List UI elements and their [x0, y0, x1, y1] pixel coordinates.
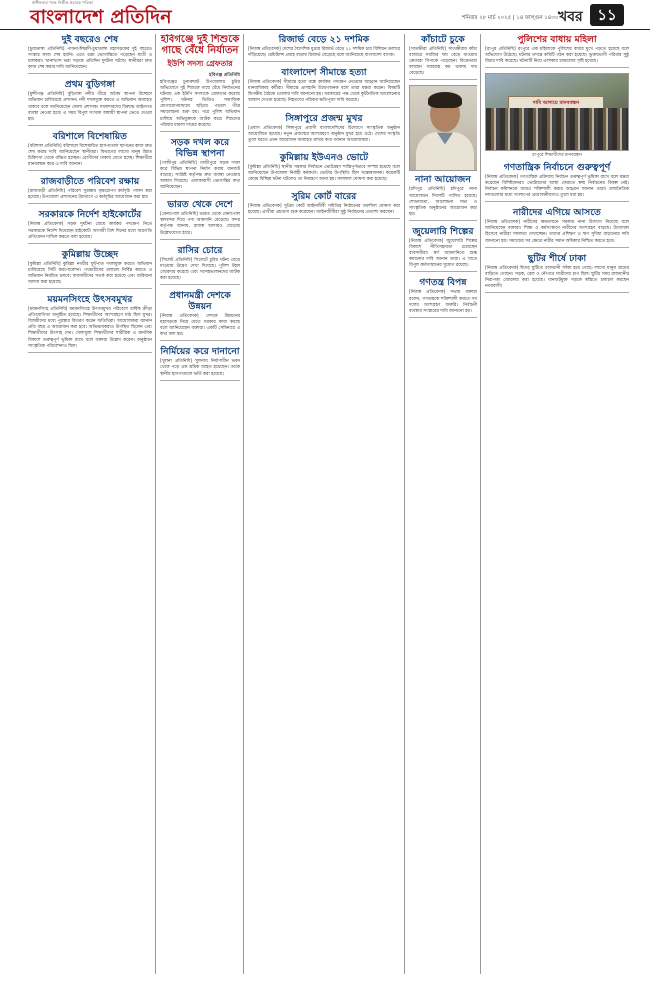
article-separator: [248, 61, 400, 62]
article-byline: হবিগঞ্জ প্রতিনিধি: [209, 73, 240, 78]
article: [409, 34, 477, 80]
article-separator: [485, 201, 629, 202]
article-headline[interactable]: নারীদের এগিয়ে আসতে: [513, 207, 601, 219]
article: [28, 294, 152, 353]
article-headline[interactable]: পুলিশের বাধায় মহিলা: [517, 34, 597, 45]
article-headline[interactable]: নানা আয়োজন: [415, 174, 471, 186]
article-headline[interactable]: ছুটির শীর্ষে ঢাকা: [527, 252, 587, 264]
article-headline[interactable]: ময়মনসিংহে উৎসবমুখর: [47, 294, 133, 306]
article-body: [নিজস্ব প্রতিবেদক] নারীদের ক্ষমতায়নে সরকার নানা উদ্যোগ নিয়েছে বলে জানিয়েছেন বক্তারা। শিক্ষা ও কর্মসংস্থানে নারীদের অংশগ্রহণ বাড়ছে। উদ্যোক্তা হিসেবে নারীরা সফলতা দেখাচ্ছেন। তাদের প্রশিক্ষণ ও ঋণ সুবিধা বাড়ানোর দাবি জানানো হয়। সমাজের সব ক্ষেত্রে নারীর সমান অধিকার নিশ্চিত করতে হবে।: [485, 220, 629, 244]
article-body: [নিজস্ব প্রতিবেদক] গণতান্ত্রিক প্রক্রিয়ায় নির্বাচন গুরুত্বপূর্ণ ভূমিকা রাখে বলে মন্তব্য করেছেন বিশিষ্টজনরা। ভোটারদের আস্থা ফেরাতে স্বচ্ছ নির্বাচনের বিকল্প নেই। নির্বাচন কমিশনকে আরও শক্তিশালী করার আহ্বান জানান তারা। রাজনৈতিক দলগুলোর মধ্যে সংলাপের প্রয়োজনীয়তাও তুলে ধরা হয়।: [485, 174, 629, 199]
article: [160, 199, 240, 239]
article-body: [কুমিল্লা প্রতিনিধি] কুমিল্লা নগরীর ফুটপাত দখলমুক্ত করতে অভিযান চালিয়েছে সিটি করপোরেশন। পথচারীদের চলাচল নির্বিঘ্ন করতে এ অভিযান নিয়মিত চলবে। ব্যবসায়ীদের সতর্ক করা হয়েছে এবং জরিমানা আদায় করা হয়েছে।: [28, 261, 152, 285]
article: [28, 249, 152, 289]
article-headline[interactable]: দুই বছরেও শেষ: [61, 34, 119, 45]
section-name: খবর: [558, 9, 583, 25]
article-separator: [409, 317, 477, 318]
column-2: [160, 34, 240, 386]
article: [160, 245, 240, 285]
article-body: [নিজস্ব প্রতিবেদক] সড়ক দুর্ঘটনা রোধে কার্যকর পদক্ষেপ নিতে সরকারকে নির্দেশ দিয়েছেন হাইকোর্ট। আগামী ত্রিশ দিনের মধ্যে অগ্রগতি প্রতিবেদন দাখিল করতে বলা হয়েছে।: [28, 222, 152, 240]
article-separator: [409, 220, 477, 221]
article-subheadline: ইউপি সদস্য গ্রেফতার: [167, 59, 233, 68]
article-separator: [28, 288, 152, 289]
article-headline[interactable]: গণতান্ত্রিক নির্বাচনে গুরুত্বপূর্ণ: [503, 161, 611, 173]
article-body: [নিজস্ব প্রতিবেদক] সীমান্তে হত্যা বন্ধে কার্যকর পদক্ষেপ নেওয়ার আহ্বান জানিয়েছেন মানবাধিকার কর্মীরা। সীমান্তে প্রাণহানি উদ্বেগজনক বলে তারা মন্তব্য করেন। বিষয়টি দ্বিপক্ষীয় বৈঠকে তোলার দাবি জানানো হয়। সরকারের পক্ষ থেকে কূটনৈতিক আলোচনার আশ্বাস দেওয়া হয়েছে। নিহতদের পরিবার ক্ষতিপূরণ দাবি করেছে।: [248, 80, 400, 104]
article-headline[interactable]: রাজবাড়ীতে পরিবেশ রক্ষায়: [40, 176, 140, 188]
article-separator: [28, 170, 152, 171]
article-separator: [160, 284, 240, 285]
article-separator: [409, 79, 477, 80]
article: [248, 152, 400, 186]
page-number: ১১: [590, 4, 624, 26]
article: [409, 226, 477, 272]
article-separator: [485, 67, 629, 68]
article: [28, 131, 152, 171]
article-separator: [248, 185, 400, 186]
article: [160, 137, 240, 194]
article-body: [নিজস্ব প্রতিবেদক] সভায় বক্তারা বলেন, গণতন্ত্রকে শক্তিশালী করতে সব দলের অংশগ্রহণ জরুরি। নির্বাচনী ব্যবস্থার সংস্কারের দাবি জানানো হয়।: [409, 290, 477, 314]
article-separator: [485, 292, 629, 293]
article-headline[interactable]: ভারত থেকে দেশে: [167, 199, 233, 211]
article: [248, 67, 400, 107]
column-4: [409, 34, 477, 323]
person-photo: [409, 85, 477, 171]
photo-caption: রংপুরে শিক্ষার্থীদের মানববন্ধন: [532, 153, 582, 159]
article-headline[interactable]: হবিগঞ্জে দুই শিশুকে গাছে বেঁধে নির্যাতন: [160, 34, 240, 56]
article: [485, 253, 629, 293]
newspaper-logo: বাংলাদেশ প্রতিদিন: [30, 6, 172, 28]
article: [248, 191, 400, 219]
article: [28, 176, 152, 204]
column-rule: [404, 34, 405, 974]
article-headline[interactable]: বরিশালে বিশেষায়িত: [52, 130, 128, 142]
article-headline[interactable]: জুয়েলারি শিল্পের: [412, 225, 474, 237]
column-rule: [155, 34, 156, 974]
crowd-shape: [486, 108, 628, 150]
article: [248, 113, 400, 147]
article-headline[interactable]: বাংলাদেশ সীমান্তে হত্যা: [281, 67, 367, 79]
article-body: [বরিশাল প্রতিনিধি] বরিশালে বিশেষায়িত হাসপাতাল স্থাপনের কাজ দ্রুত শেষ করার দাবি জানিয়েছেন স্থানীয়রা। বিভাগের লাখো মানুষ উন্নত চিকিৎসা থেকে বঞ্চিত হচ্ছেন। রোগীদের ঢাকায় যেতে হচ্ছে। শিক্ষার্থীরা মানববন্ধন করে এ দাবি জানান।: [28, 143, 152, 168]
article-separator: [160, 193, 240, 194]
article: [28, 79, 152, 125]
article-headline[interactable]: প্রধানমন্ত্রী দেশকে উন্নয়ন: [169, 289, 231, 312]
column-rule: [243, 34, 244, 974]
article-separator: [248, 146, 400, 147]
article-separator: [28, 125, 152, 126]
article-body: [চুয়াডাঙ্গা প্রতিনিধি] পাবনা-ঈশ্বরদী-চুয়াডাঙ্গা মহাসড়কের দুই বছরেও সংস্কার কাজ শেষ হয়নি। এতে চরম ভোগান্তিতে পড়েছেন যাত্রী ও চালকরা। খানাখন্দে ভরা সড়কে প্রতিদিন দুর্ঘটনা ঘটছে। স্থানীয়রা দ্রুত কাজ শেষ করার দাবি জানিয়েছেন।: [28, 47, 152, 71]
article-body: [খুলনা প্রতিনিধি] খুলনায় নির্মাণাধীন ভবন থেকে পড়ে এক শ্রমিক আহত হয়েছেন। তাকে স্থানীয় হাসপাতালে ভর্তি করা হয়েছে।: [160, 359, 240, 377]
column-rule: [480, 34, 481, 974]
article-separator: [160, 239, 240, 240]
article-body: [রাজবাড়ী প্রতিনিধি] পরিবেশ সুরক্ষায় বৃক্ষরোপণ কর্মসূচি পালন করা হয়েছে। উপজেলা প্রশাসনের উদ্যোগে এ কর্মসূচির আয়োজন করা হয়।: [28, 189, 152, 201]
article-separator: [160, 340, 240, 341]
article-separator: [160, 131, 240, 132]
protest-photo: [485, 73, 629, 151]
article: [485, 34, 629, 68]
article: [28, 34, 152, 74]
article: [28, 209, 152, 243]
article-separator: [28, 243, 152, 244]
article: [248, 34, 400, 62]
article-body: [নিজস্ব প্রতিবেদক] জুয়েলারি শিল্পের বিকাশে নীতিসহায়তা চেয়েছেন ব্যবসায়ীরা। স্বর্ণ আমদানিতে শুল্ক কমানোর দাবি জানান তারা। এ খাতে বিপুল কর্মসংস্থানের সুযোগ রয়েছে।: [409, 238, 477, 269]
article-separator: [28, 73, 152, 74]
logo-tagline: স্বাধীনতার পক্ষে নির্ভীক প্রচারক পত্রিকা: [32, 0, 93, 5]
article: [409, 277, 477, 317]
article: [409, 174, 477, 220]
article-separator: [248, 218, 400, 219]
article-separator: [160, 380, 240, 381]
article-separator: [409, 271, 477, 272]
article-body: [নিজস্ব প্রতিবেদক] দেশকে উন্নয়নের মহাসড়কে নিয়ে যেতে সরকার কাজ করছে বলে জানিয়েছেন বক্তারা। একটি সেমিনারে এ কথা বলা হয়।: [160, 313, 240, 338]
article-body: [মুন্সীগঞ্জ প্রতিনিধি] বুড়িগঙ্গা নদীর তীরে অবৈধ স্থাপনা উচ্ছেদে অভিযান চালিয়েছে প্রশাসন। নদী দখলমুক্ত করতে এ অভিযান অব্যাহত থাকবে বলে জানিয়েছেন জেলা প্রশাসক। দখলদারদের বিরুদ্ধে আইনগত ব্যবস্থা নেওয়া হবে। এ সময় বিপুল সংখ্যক অস্থায়ী স্থাপনা ভেঙে দেওয়া হয়।: [28, 92, 152, 122]
article: [160, 290, 240, 341]
article-body: [চাঁদপুর প্রতিনিধি] চাঁদপুরে নানা আয়োজনে দিবসটি পালিত হয়েছে। শোভাযাত্রা, আলোচনা সভা ও সাংস্কৃতিক অনুষ্ঠানের আয়োজন করা হয়।: [409, 187, 477, 217]
article-body: [সিলেট প্রতিনিধি] সিলেটে চুরির ঘটনা বেড়ে যাওয়ায় উদ্বেগ দেখা দিয়েছে। পুলিশ টহল জোরদার করেছে এবং সন্দেহভাজনদের আটক করা হয়েছে।: [160, 257, 240, 281]
article-separator: [248, 107, 400, 108]
article-headline[interactable]: রাসির চোরে: [177, 244, 223, 256]
article: [160, 346, 240, 380]
article-headline[interactable]: সরকারকে নির্দেশ হাইকোর্টের: [38, 209, 142, 221]
column-3: [248, 34, 400, 224]
article-headline[interactable]: সিঙ্গাপুরে প্রজন্ম মুখর: [285, 112, 363, 124]
date-line: শনিবার ২৮ মার্চ ২০২৫ | ১৪ ফাল্গুন ১৪৩০: [462, 15, 559, 21]
article-body: [কুমিল্লা প্রতিনিধি] স্থানীয় সরকার নির্বাচনে ভোটগ্রহণ শান্তিপূর্ণভাবে সম্পন্ন হয়েছে বলে জানিয়েছেন উপজেলা নির্বাহী কর্মকর্তা। ভোটার উপস্থিতি ছিল সন্তোষজনক। কয়েকটি কেন্দ্রে বিচ্ছিন্ন ঘটনা ঘটলেও তা নিয়ন্ত্রণে আনা হয়। ফলাফল ঘোষণা করা হয়েছে।: [248, 164, 400, 183]
article: [485, 162, 629, 202]
column-1: [28, 34, 152, 358]
article-body: [প্রবাস প্রতিবেদক] সিঙ্গাপুরে প্রবাসী বাংলাদেশিদের উদ্যোগে সাংস্কৃতিক অনুষ্ঠান আয়োজিত হয়েছে। নতুন প্রজন্মের অংশগ্রহণে অনুষ্ঠান মুখর হয়ে ওঠে। দেশের সংস্কৃতি তুলে ধরতে এমন আয়োজন অব্যাহত রাখার কথা জানান আয়োজকরা।: [248, 125, 400, 143]
article-headline[interactable]: সড়ক দখল করে বিভিন্ন স্থাপনা: [170, 136, 230, 159]
article-body: [গাজীপুর প্রতিনিধি] গাজীপুরে সড়ক দখল করে বিভিন্ন স্থাপনা নির্মাণ করায় যানজট বাড়ছে। সংশ্লিষ্ট কর্তৃপক্ষ দ্রুত ব্যবস্থা নেওয়ার আশ্বাস দিয়েছে। এলাকাবাসী ভোগান্তির কথা জানিয়েছেন।: [160, 160, 240, 191]
article-separator: [485, 247, 629, 248]
article-body: [ময়মনসিংহ প্রতিনিধি] ময়মনসিংহে উৎসবমুখর পরিবেশে বার্ষিক ক্রীড়া প্রতিযোগিতা অনুষ্ঠিত হয়েছে। শিক্ষার্থীদের অংশগ্রহণে মাঠ ছিল মুখর। বিজয়ীদের মধ্যে পুরস্কার বিতরণ করেন অতিথিরা। আয়োজকরা জানান প্রতি বছর এ আয়োজন করা হবে। অভিভাবকরাও উপস্থিত ছিলেন এবং শিক্ষার্থীদের উৎসাহ দেন। খেলাধুলা শিক্ষার্থীদের শারীরিক ও মানসিক বিকাশে গুরুত্বপূর্ণ ভূমিকা রাখে বলে বক্তারা উল্লেখ করেন। অনুষ্ঠানে সাংস্কৃতিক পরিবেশনাও ছিল।: [28, 307, 152, 349]
article-body: [বেনাপোল প্রতিনিধি] ভারত থেকে বেনাপোল স্থলবন্দর দিয়ে পণ্য আমদানি বেড়েছে। বন্দর কর্তৃপক্ষ জানায়, রাজস্ব আদায়ও বেড়েছে উল্লেখযোগ্য হারে।: [160, 212, 240, 236]
article-headline[interactable]: কুমিল্লায় উচ্ছেদ: [61, 248, 119, 260]
article-headline[interactable]: গণতন্ত্র বিপন্ন: [419, 277, 467, 289]
column-5: [485, 34, 629, 298]
article-headline[interactable]: রিজার্ভ বেড়ে ২১ দশমিক: [278, 34, 370, 45]
article-headline[interactable]: কুমিল্লায় ইউএনও ভোটে: [279, 151, 369, 163]
article-body: [নিজস্ব প্রতিবেদক] সুপ্রিম কোর্ট আইনজীবী সমিতির নির্বাচনের তফসিল ঘোষণা করা হয়েছে। প্রার্থীরা প্রচারণা শুরু করেছেন। আইনজীবীরা সুষ্ঠু নির্বাচনের প্রত্যাশা করছেন।: [248, 204, 400, 216]
article-headline[interactable]: নির্মিয়ের করে দানানো: [160, 346, 240, 358]
article-separator: [28, 203, 152, 204]
person-hair: [428, 92, 462, 108]
article-headline[interactable]: সুরিম কোর্ট বারের: [291, 191, 357, 203]
article-body: [নিজস্ব প্রতিবেদক] ঈদের ছুটিতে রাজধানী ফাঁকা হয়ে গেছে। লাখো মানুষ গ্রামের বাড়িতে গেছেন। সড়ক, রেল ও নৌপথে যাত্রীদের চাপ ছিল। ছুটির সময় রাজধানীর নিরাপত্তা জোরদার করা হয়েছে। যানজটমুক্ত সড়কে স্বস্তিতে চলাচল করছেন নগরবাসী।: [485, 265, 629, 289]
article-body: হবিগঞ্জের চুনারুঘাট উপজেলায় চুরির অভিযোগে দুই শিশুকে গাছে বেঁধে নির্যাতনের ঘটনায় এক ইউপি সদস্যকে গ্রেফতার করেছে পুলিশ। ঘটনার ভিডিও সামাজিক যোগাযোগমাধ্যমে ছড়িয়ে পড়লে তীব্র সমালোচনা শুরু হয়। পরে পুলিশ অভিযান চালিয়ে অভিযুক্তকে আটক করে। শিশুদের পরিবার মামলা দায়ের করেছে।: [160, 80, 240, 128]
article-body: [রংপুর প্রতিনিধি] রংপুরে এক মহিলাকে পুলিশের বাধার মুখে পড়তে হয়েছে বলে অভিযোগ উঠেছে। ঘটনার তদন্তে কমিটি গঠন করা হয়েছে। ভুক্তভোগী পরিবার সুষ্ঠু বিচার দাবি করেছে। ঘটনাটি নিয়ে এলাকায় চাঞ্চল্যের সৃষ্টি হয়েছে।: [485, 47, 629, 65]
masthead: [0, 0, 650, 30]
article-headline[interactable]: কাঁচাটে চুকে: [421, 34, 465, 45]
article-body: [সাতক্ষীরা প্রতিনিধি] সাতক্ষীরায় কাঁচা বাজারে সবজির দাম বেড়ে যাওয়ায় ক্রেতারা বিপাকে পড়েছেন। বিক্রেতারা বলছেন সরবরাহ কম থাকায় দাম বেড়েছে।: [409, 47, 477, 77]
article: [160, 34, 240, 132]
article-body: [নিজস্ব প্রতিবেদক] দেশের বৈদেশিক মুদ্রার রিজার্ভ বেড়ে ২১ দশমিক চার বিলিয়ন ডলারে দাঁড়িয়েছে। রেমিট্যান্স প্রবাহ বাড়ায় রিজার্ভ বেড়েছে বলে জানিয়েছে বাংলাদেশ ব্যাংক।: [248, 47, 400, 59]
protest-banner-text: দাবি আদায়ে মানববন্ধন: [532, 100, 580, 107]
article-headline[interactable]: প্রথম বুড়িগঙ্গা: [64, 79, 116, 91]
article-separator: [28, 352, 152, 353]
article: [485, 207, 629, 247]
